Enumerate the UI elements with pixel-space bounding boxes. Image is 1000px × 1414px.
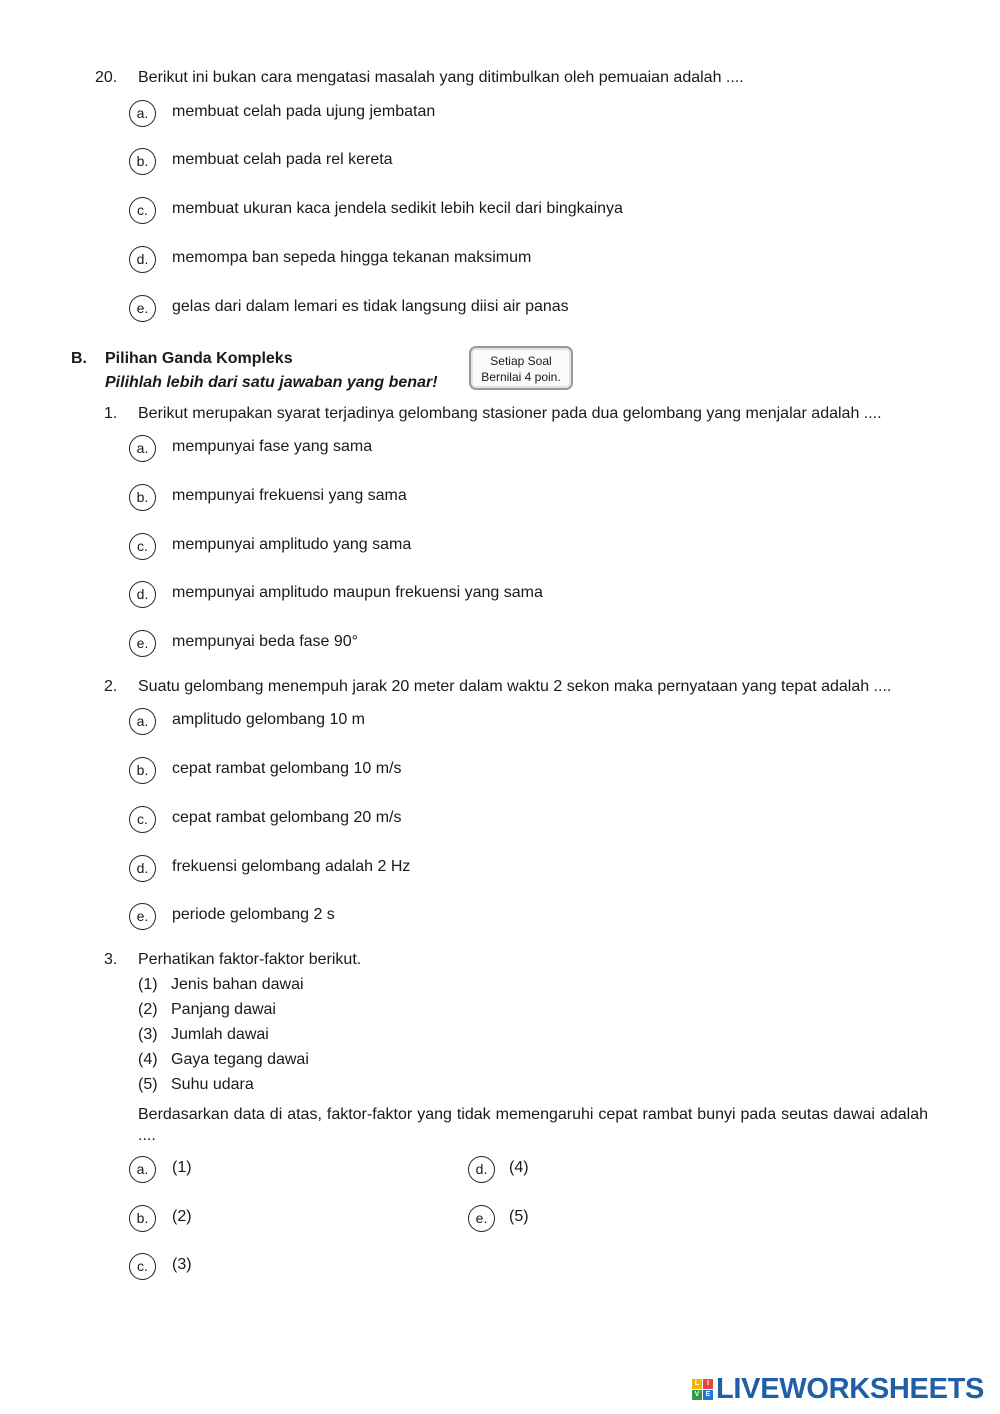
factor-item (138, 1051, 309, 1069)
logo-tile-i: I (703, 1379, 713, 1389)
option-text: (5) (509, 1208, 529, 1225)
answer-circle[interactable]: e. (129, 630, 156, 657)
answer-circle[interactable]: d. (129, 855, 156, 882)
factor-number: (5) (138, 1076, 158, 1093)
option-text: (1) (172, 1159, 192, 1176)
badge-line-1: Setiap Soal (490, 354, 552, 368)
question-3-text: Perhatikan faktor-faktor berikut. (138, 951, 362, 968)
option-text: frekuensi gelombang adalah 2 Hz (172, 858, 411, 875)
question-1-text: Berikut merupakan syarat terjadinya gelombang stasioner pada dua gelombang yang menjalar adalah .... (138, 405, 882, 422)
factor-text: Jenis bahan dawai (171, 976, 304, 993)
question-3-paragraph: Berdasarkan data di atas, faktor-faktor yang tidak memengaruhi cepat rambat bunyi pada seutas dawai adalah .... (138, 1106, 928, 1144)
badge-line-2: Bernilai 4 poin. (481, 370, 561, 384)
option-text: membuat ukuran kaca jendela sedikit lebih kecil dari bingkainya (172, 200, 623, 217)
logo-tile-l: L (692, 1379, 702, 1389)
answer-circle[interactable]: c. (129, 533, 156, 560)
question-20-number: 20. (95, 69, 118, 86)
option-text: gelas dari dalam lemari es tidak langsung diisi air panas (172, 298, 569, 315)
answer-circle[interactable]: a. (129, 1156, 156, 1183)
factor-item (138, 1001, 276, 1019)
option-text: mempunyai amplitudo maupun frekuensi yang sama (172, 584, 543, 601)
liveworksheets-brand: LIVEWORKSHEETS (716, 1373, 985, 1405)
answer-circle[interactable]: e. (468, 1205, 495, 1232)
factor-number: (4) (138, 1051, 158, 1068)
answer-circle[interactable]: b. (129, 757, 156, 784)
option-text: (4) (509, 1159, 529, 1176)
answer-circle[interactable]: d. (129, 246, 156, 273)
option-text: mempunyai fase yang sama (172, 438, 373, 455)
option-text: mempunyai frekuensi yang sama (172, 487, 407, 504)
factor-text: Suhu udara (171, 1076, 254, 1093)
question-20-text: Berikut ini bukan cara mengatasi masalah yang ditimbulkan oleh pemuaian adalah .... (138, 69, 744, 86)
option-text: (3) (172, 1256, 192, 1273)
question-2-text: Suatu gelombang menempuh jarak 20 meter dalam waktu 2 sekon maka pernyataan yang tepat adalah .... (138, 678, 892, 695)
answer-circle[interactable]: b. (129, 484, 156, 511)
factor-text: Jumlah dawai (171, 1026, 269, 1043)
option-text: membuat celah pada rel kereta (172, 151, 393, 168)
factor-text: Panjang dawai (171, 1001, 276, 1018)
option-text: mempunyai amplitudo yang sama (172, 536, 412, 553)
answer-circle[interactable]: d. (468, 1156, 495, 1183)
answer-circle[interactable]: e. (129, 903, 156, 930)
option-text: memompa ban sepeda hingga tekanan maksimum (172, 249, 532, 266)
section-b-instruction: Pilihlah lebih dari satu jawaban yang benar! (105, 374, 438, 391)
factor-item (138, 1076, 254, 1094)
option-text: (2) (172, 1208, 192, 1225)
logo-tile-v: V (692, 1390, 702, 1400)
answer-circle[interactable]: b. (129, 1205, 156, 1232)
answer-circle[interactable]: c. (129, 197, 156, 224)
factor-number: (1) (138, 976, 158, 993)
answer-circle[interactable]: d. (129, 581, 156, 608)
section-b-label: B. (71, 350, 87, 367)
points-badge (469, 346, 573, 390)
question-3-number: 3. (104, 951, 118, 968)
answer-circle[interactable]: c. (129, 1253, 156, 1280)
option-text: amplitudo gelombang 10 m (172, 711, 366, 728)
question-2-number: 2. (104, 678, 118, 695)
factor-item (138, 976, 304, 994)
option-text: cepat rambat gelombang 20 m/s (172, 809, 402, 826)
liveworksheets-icon (692, 1379, 714, 1401)
question-1-number: 1. (104, 405, 118, 422)
factor-number: (3) (138, 1026, 158, 1043)
option-text: membuat celah pada ujung jembatan (172, 103, 436, 120)
answer-circle[interactable]: a. (129, 708, 156, 735)
answer-circle[interactable]: b. (129, 148, 156, 175)
option-text: periode gelombang 2 s (172, 906, 335, 923)
answer-circle[interactable]: c. (129, 806, 156, 833)
factor-number: (2) (138, 1001, 158, 1018)
answer-circle[interactable]: a. (129, 100, 156, 127)
section-b-title: Pilihan Ganda Kompleks (105, 350, 293, 367)
option-text: cepat rambat gelombang 10 m/s (172, 760, 402, 777)
logo-tile-e: E (703, 1390, 713, 1400)
factor-text: Gaya tegang dawai (171, 1051, 309, 1068)
option-text: mempunyai beda fase 90° (172, 633, 359, 650)
answer-circle[interactable]: a. (129, 435, 156, 462)
answer-circle[interactable]: e. (129, 295, 156, 322)
factor-item (138, 1026, 269, 1044)
